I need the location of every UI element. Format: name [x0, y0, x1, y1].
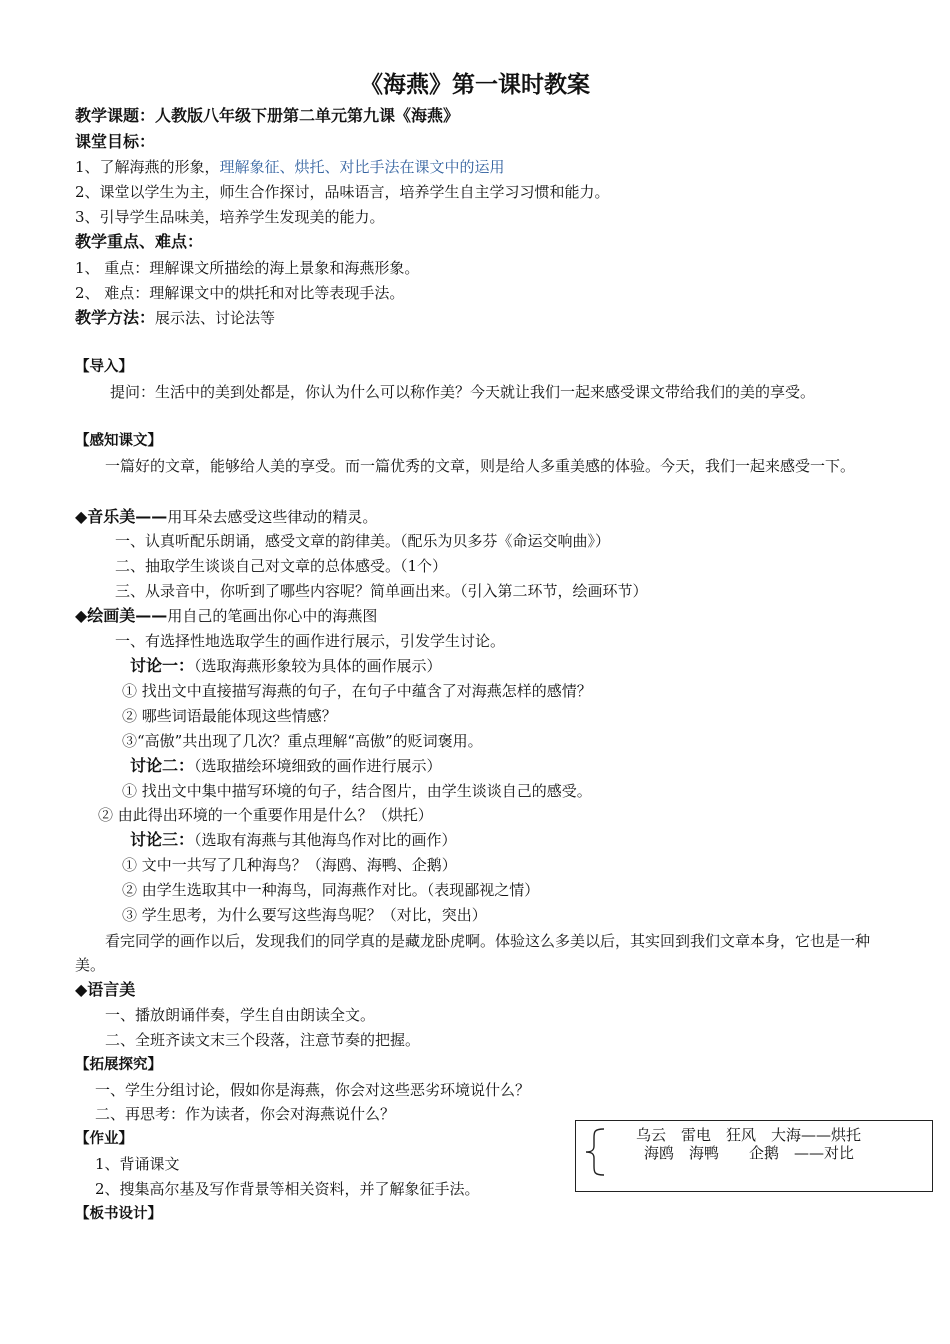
goals-label: 课堂目标：: [75, 132, 156, 151]
discussion-note: （选取海燕形象较为具体的画作展示）: [194, 657, 442, 675]
music-item: 二、抽取学生谈谈自己对文章的总体感受。（1个）: [115, 557, 448, 575]
homework-heading: 【作业】: [75, 1131, 133, 1147]
intro-heading: 【导入】: [75, 359, 133, 375]
method-value: 展示法、讨论法等: [155, 309, 276, 327]
discussion-label: 讨论三：: [130, 830, 195, 849]
extend-item: 一、学生分组讨论，假如你是海燕，你会对这些恶劣环境说什么？: [95, 1081, 531, 1099]
topic-line: [75, 106, 459, 126]
goal-highlight: 理解象征、烘托、对比手法在课文中的运用: [219, 158, 505, 176]
discussion-item: ③“高傲”共出现了几次？重点理解“高傲”的贬词褒用。: [122, 732, 483, 750]
method-line: [75, 308, 275, 328]
goal-item: [75, 157, 505, 177]
painting-heading-line: [75, 606, 377, 626]
key-point-item: 1、 重点：理解课文所描绘的海上景象和海燕形象。: [75, 259, 420, 277]
extend-item: 二、再思考：作为读者，你会对海燕说什么？: [95, 1105, 396, 1123]
discussion-item: ② 由此得出环境的一个重要作用是什么？（烘托）: [98, 806, 433, 824]
language-item: 一、播放朗诵伴奏，学生自由朗读全文。: [105, 1006, 376, 1024]
music-item: 一、认真听配乐朗诵，感受文章的韵律美。（配乐为贝多芬《命运交响曲》）: [115, 532, 611, 550]
music-heading-line: [75, 507, 377, 527]
curly-brace-icon: [578, 1126, 608, 1178]
music-item: 三、从录音中，你听到了哪些内容呢？简单画出来。（引入第二环节，绘画环节）: [115, 582, 648, 600]
music-heading: ◆音乐美——: [75, 507, 168, 526]
goals-heading: [75, 132, 155, 152]
goal-text: 1、了解海燕的形象，: [75, 158, 220, 176]
homework-item: 1、背诵课文: [95, 1155, 180, 1173]
discussion-label: 讨论一：: [130, 656, 195, 675]
page-title: 《海燕》第一课时教案: [360, 72, 590, 98]
painting-intro: 一、有选择性地选取学生的画作进行展示，引发学生讨论。: [115, 632, 506, 650]
discussion-note: （选取描绘环境细致的画作进行展示）: [194, 757, 442, 775]
perceive-text: 一篇好的文章，能够给人美的享受。而一篇优秀的文章，则是给人多重美感的体验。今天，我们一起来感受一下。: [105, 457, 856, 475]
intro-text: 提问：生活中的美到处都是，你认为什么可以称作美？今天就让我们一起来感受课文带给我们的美的享受。: [110, 383, 816, 401]
discussion-item: ① 找出文中集中描写环境的句子，结合图片，由学生谈谈自己的感受。: [122, 782, 592, 800]
painting-heading: ◆绘画美——: [75, 606, 168, 625]
key-point-item: 2、 难点：理解课文中的烘托和对比等表现手法。: [75, 284, 405, 302]
topic-label: 教学课题：: [75, 106, 156, 125]
discussion-one: [130, 656, 442, 676]
discussion-item: ① 找出文中直接描写海燕的句子，在句子中蕴含了对海燕怎样的感情？: [122, 682, 592, 700]
discussion-label: 讨论二：: [130, 756, 195, 775]
language-heading-line: [75, 980, 135, 1000]
language-item: 二、全班齐读文末三个段落，注意节奏的把握。: [105, 1031, 421, 1049]
discussion-item: ② 哪些词语最能体现这些情感？: [122, 707, 337, 725]
discussion-item: ③ 学生思考，为什么要写这些海鸟呢？（对比，突出）: [122, 906, 487, 924]
discussion-item: ① 文中一共写了几种海鸟？（海鸥、海鸭、企鹅）: [122, 856, 457, 874]
discussion-two: [130, 756, 442, 776]
goal-item: 3、引导学生品味美，培养学生发现美的能力。: [75, 208, 385, 226]
painting-sub: 用自己的笔画出你心中的海燕图: [167, 607, 378, 625]
method-label: 教学方法：: [75, 308, 156, 327]
perceive-heading: 【感知课文】: [75, 433, 162, 449]
topic-value: 人教版八年级下册第二单元第九课《海燕》: [155, 106, 460, 125]
music-sub: 用耳朵去感受这些律动的精灵。: [167, 508, 378, 526]
board-line-contrast: 海鸥 海鸭 企鹅 ——对比: [644, 1144, 855, 1162]
painting-summary: 看完同学的画作以后，发现我们的同学真的是藏龙卧虎啊。体验这么多美以后，其实回到我们文章本身，它也是一种美。: [75, 932, 871, 974]
extend-heading: 【拓展探究】: [75, 1057, 162, 1073]
discussion-note: （选取有海燕与其他海鸟作对比的画作）: [194, 831, 457, 849]
homework-item: 2、搜集高尔基及写作背景等相关资料，并了解象征手法。: [95, 1180, 480, 1198]
board-line-foil: 乌云 雷电 狂风 大海——烘托: [636, 1126, 862, 1144]
key-points-heading: [75, 232, 203, 252]
discussion-item: ② 由学生选取其中一种海鸟，同海燕作对比。（表现鄙视之情）: [122, 881, 540, 899]
board-heading: 【板书设计】: [75, 1206, 162, 1222]
goal-item: 2、课堂以学生为主，师生合作探讨，品味语言，培养学生自主学习习惯和能力。: [75, 183, 610, 201]
language-heading: ◆语言美: [75, 980, 136, 999]
key-points-label: 教学重点、难点：: [75, 232, 204, 251]
discussion-three: [130, 830, 457, 850]
